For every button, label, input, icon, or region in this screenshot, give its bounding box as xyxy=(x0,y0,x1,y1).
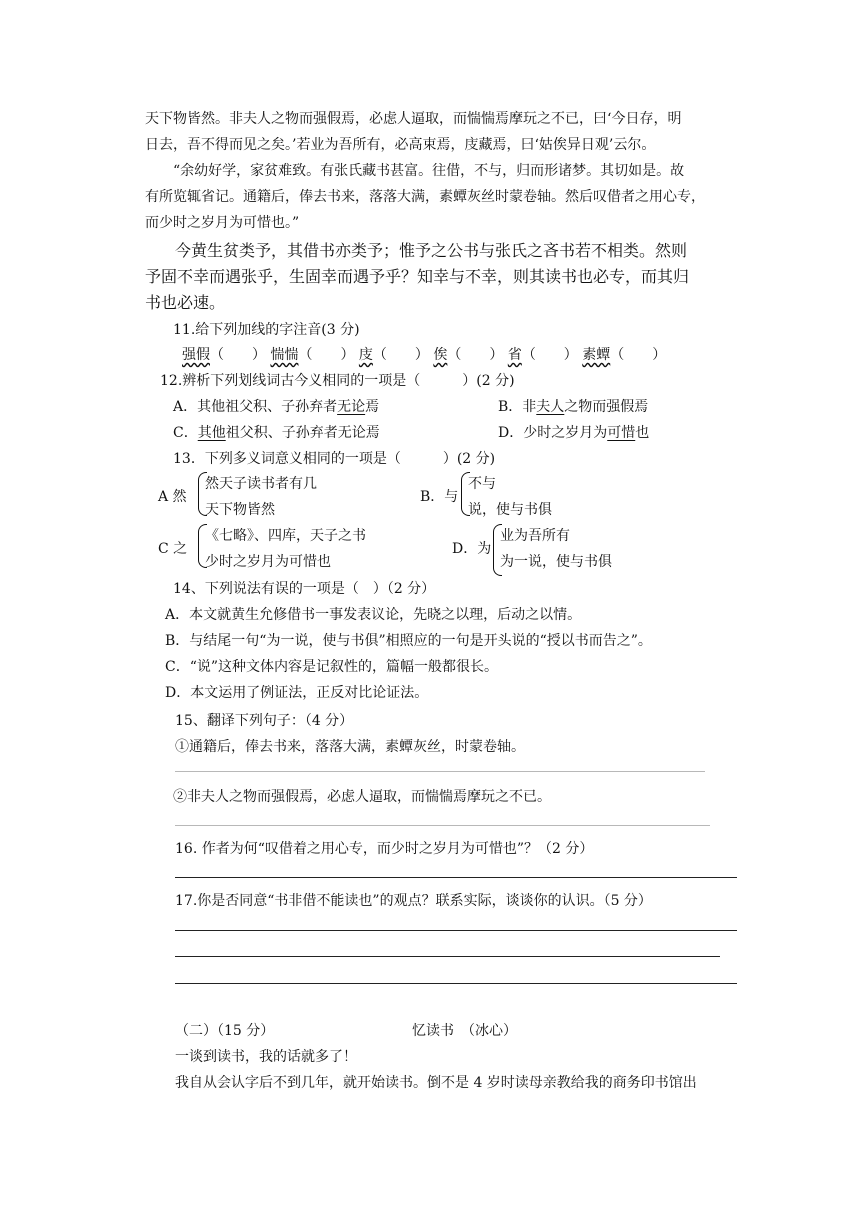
question-15-stem: 15、翻译下列句子：（4 分） xyxy=(175,713,354,729)
option-b-line: 说，使与书俱 xyxy=(468,502,552,518)
question-17-stem: 17.你是否同意“书非借不能读也”的观点？联系实际，谈谈你的认识。（5 分） xyxy=(175,893,652,909)
annotated-word: 省 xyxy=(507,347,522,363)
answer-line[interactable] xyxy=(175,877,737,878)
option-d[interactable]: D．本文运用了例证法，正反对比论证法。 xyxy=(165,685,429,701)
option-a[interactable]: A．其他祖父积、子孙弃者无论焉 xyxy=(173,399,380,415)
passage-line: 今黄生贫类予，其借书亦类予；惟予之公书与张氏之吝书若不相类。然则 xyxy=(175,241,688,260)
underlined-word: 无论 xyxy=(337,399,366,415)
option-a-line: 天下物皆然 xyxy=(205,502,275,518)
option-a[interactable]: A．本文就黄生允修借书一事发表议论，先晓之以理，后动之以情。 xyxy=(165,607,582,623)
underlined-word: 其他 xyxy=(197,425,226,441)
annotated-word: 俟 xyxy=(433,347,448,363)
passage-line: 有所览辄省记。通籍后，俸去书来，落落大满，素蟫灰丝时蒙卷轴。然后叹借者之用心专， xyxy=(145,189,705,205)
answer-line[interactable] xyxy=(175,956,720,957)
annotated-word: 惴惴 xyxy=(270,347,299,363)
option-b[interactable]: B．非夫人之物而强假焉 xyxy=(498,399,649,415)
answer-blank[interactable]: （ ） xyxy=(521,347,578,363)
passage-line: 日去，吾不得而见之矣。’若业为吾所有，必高束焉，庋藏焉，曰‘姑俟异日观’云尔。 xyxy=(145,137,656,153)
option-d-label[interactable]: D．为 xyxy=(452,541,492,557)
section-label: （二）（15 分） xyxy=(175,1023,275,1039)
passage-line: “余幼好学，家贫难致。有张氏藏书甚富。往借，不与，归而形诸梦。其切如是。故 xyxy=(173,163,685,179)
annotated-word: 素蟫 xyxy=(582,347,611,363)
answer-blank[interactable]: （ ） xyxy=(210,347,266,363)
option-b-line: 不与 xyxy=(468,476,496,492)
option-d-line: 业为吾所有 xyxy=(500,528,570,544)
underlined-word: 可惜 xyxy=(607,425,636,441)
option-b[interactable]: B．与结尾一句“为一说，使与书俱”相照应的一句是开头说的“授以书而告之”。 xyxy=(165,633,652,649)
section-paragraph: 一谈到读书，我的话就多了！ xyxy=(175,1049,357,1065)
answer-line[interactable] xyxy=(175,983,737,984)
option-c-line: 《七略》、四库，天子之书 xyxy=(205,528,366,544)
passage-line: 天下物皆然。非夫人之物而强假焉，必虑人逼取，而惴惴焉摩玩之不已，曰‘今日存，明 xyxy=(145,111,682,127)
option-c[interactable]: C．其他祖父积、子孙弃者无论焉 xyxy=(173,425,380,441)
section-paragraph: 我自从会认字后不到几年，就开始读书。倒不是 4 岁时读母亲教给我的商务印书馆出 xyxy=(175,1075,697,1091)
option-d-line: 为一说，使与书俱 xyxy=(500,554,612,570)
question-14-stem: 14、下列说法有误的一项是（ ）（2 分） xyxy=(173,581,436,597)
option-c-label[interactable]: C 之 xyxy=(158,541,188,557)
answer-line[interactable] xyxy=(175,771,705,772)
answer-blank[interactable]: （ ） xyxy=(610,347,667,363)
question-16-stem: 16. 作者为何“叹借着之用心专，而少时之岁月为可惜也”？（2 分） xyxy=(175,841,594,857)
question-11-items xyxy=(182,344,666,364)
answer-line[interactable] xyxy=(175,825,710,826)
underlined-word: 夫人 xyxy=(536,399,565,415)
translate-sentence-2: ②非夫人之物而强假焉，必虑人逼取，而惴惴焉摩玩之不已。 xyxy=(173,789,551,805)
option-c[interactable]: C．“说”这种文体内容是记叙性的，篇幅一般都很长。 xyxy=(165,659,499,675)
passage-line: 而少时之岁月为可惜也。” xyxy=(145,215,300,231)
translate-sentence-1: ①通籍后，俸去书来，落落大满，素蟫灰丝，时蒙卷轴。 xyxy=(175,739,525,755)
section-title: 忆读书 （冰心） xyxy=(412,1023,517,1039)
option-b-label[interactable]: B．与 xyxy=(420,489,459,505)
answer-blank[interactable]: （ ） xyxy=(372,347,429,363)
passage-line: 予固不幸而遇张乎，生固幸而遇予乎？知幸与不幸，则其读书也必专，而其归 xyxy=(145,267,690,286)
answer-line[interactable] xyxy=(175,930,737,931)
option-d[interactable]: D．少时之岁月为可惜也 xyxy=(498,425,650,441)
question-11-stem: 11.给下列加线的字注音(3 分) xyxy=(173,322,360,338)
question-12-stem: 12.辨析下列划线词古今义相同的一项是（ ）(2 分) xyxy=(160,373,515,389)
answer-blank[interactable]: （ ） xyxy=(298,347,355,363)
option-a-label[interactable]: A 然 xyxy=(158,489,187,505)
option-c-line: 少时之岁月为可惜也 xyxy=(205,554,331,570)
passage-line: 书也必速。 xyxy=(145,293,226,312)
annotated-word: 庋 xyxy=(358,347,373,363)
annotated-word: 强假 xyxy=(182,347,210,363)
option-a-line: 然天子读书者有几 xyxy=(205,476,317,492)
answer-blank[interactable]: （ ） xyxy=(447,347,504,363)
question-13-stem: 13．下列多义词意义相同的一项是（ ）(2 分) xyxy=(173,451,496,467)
